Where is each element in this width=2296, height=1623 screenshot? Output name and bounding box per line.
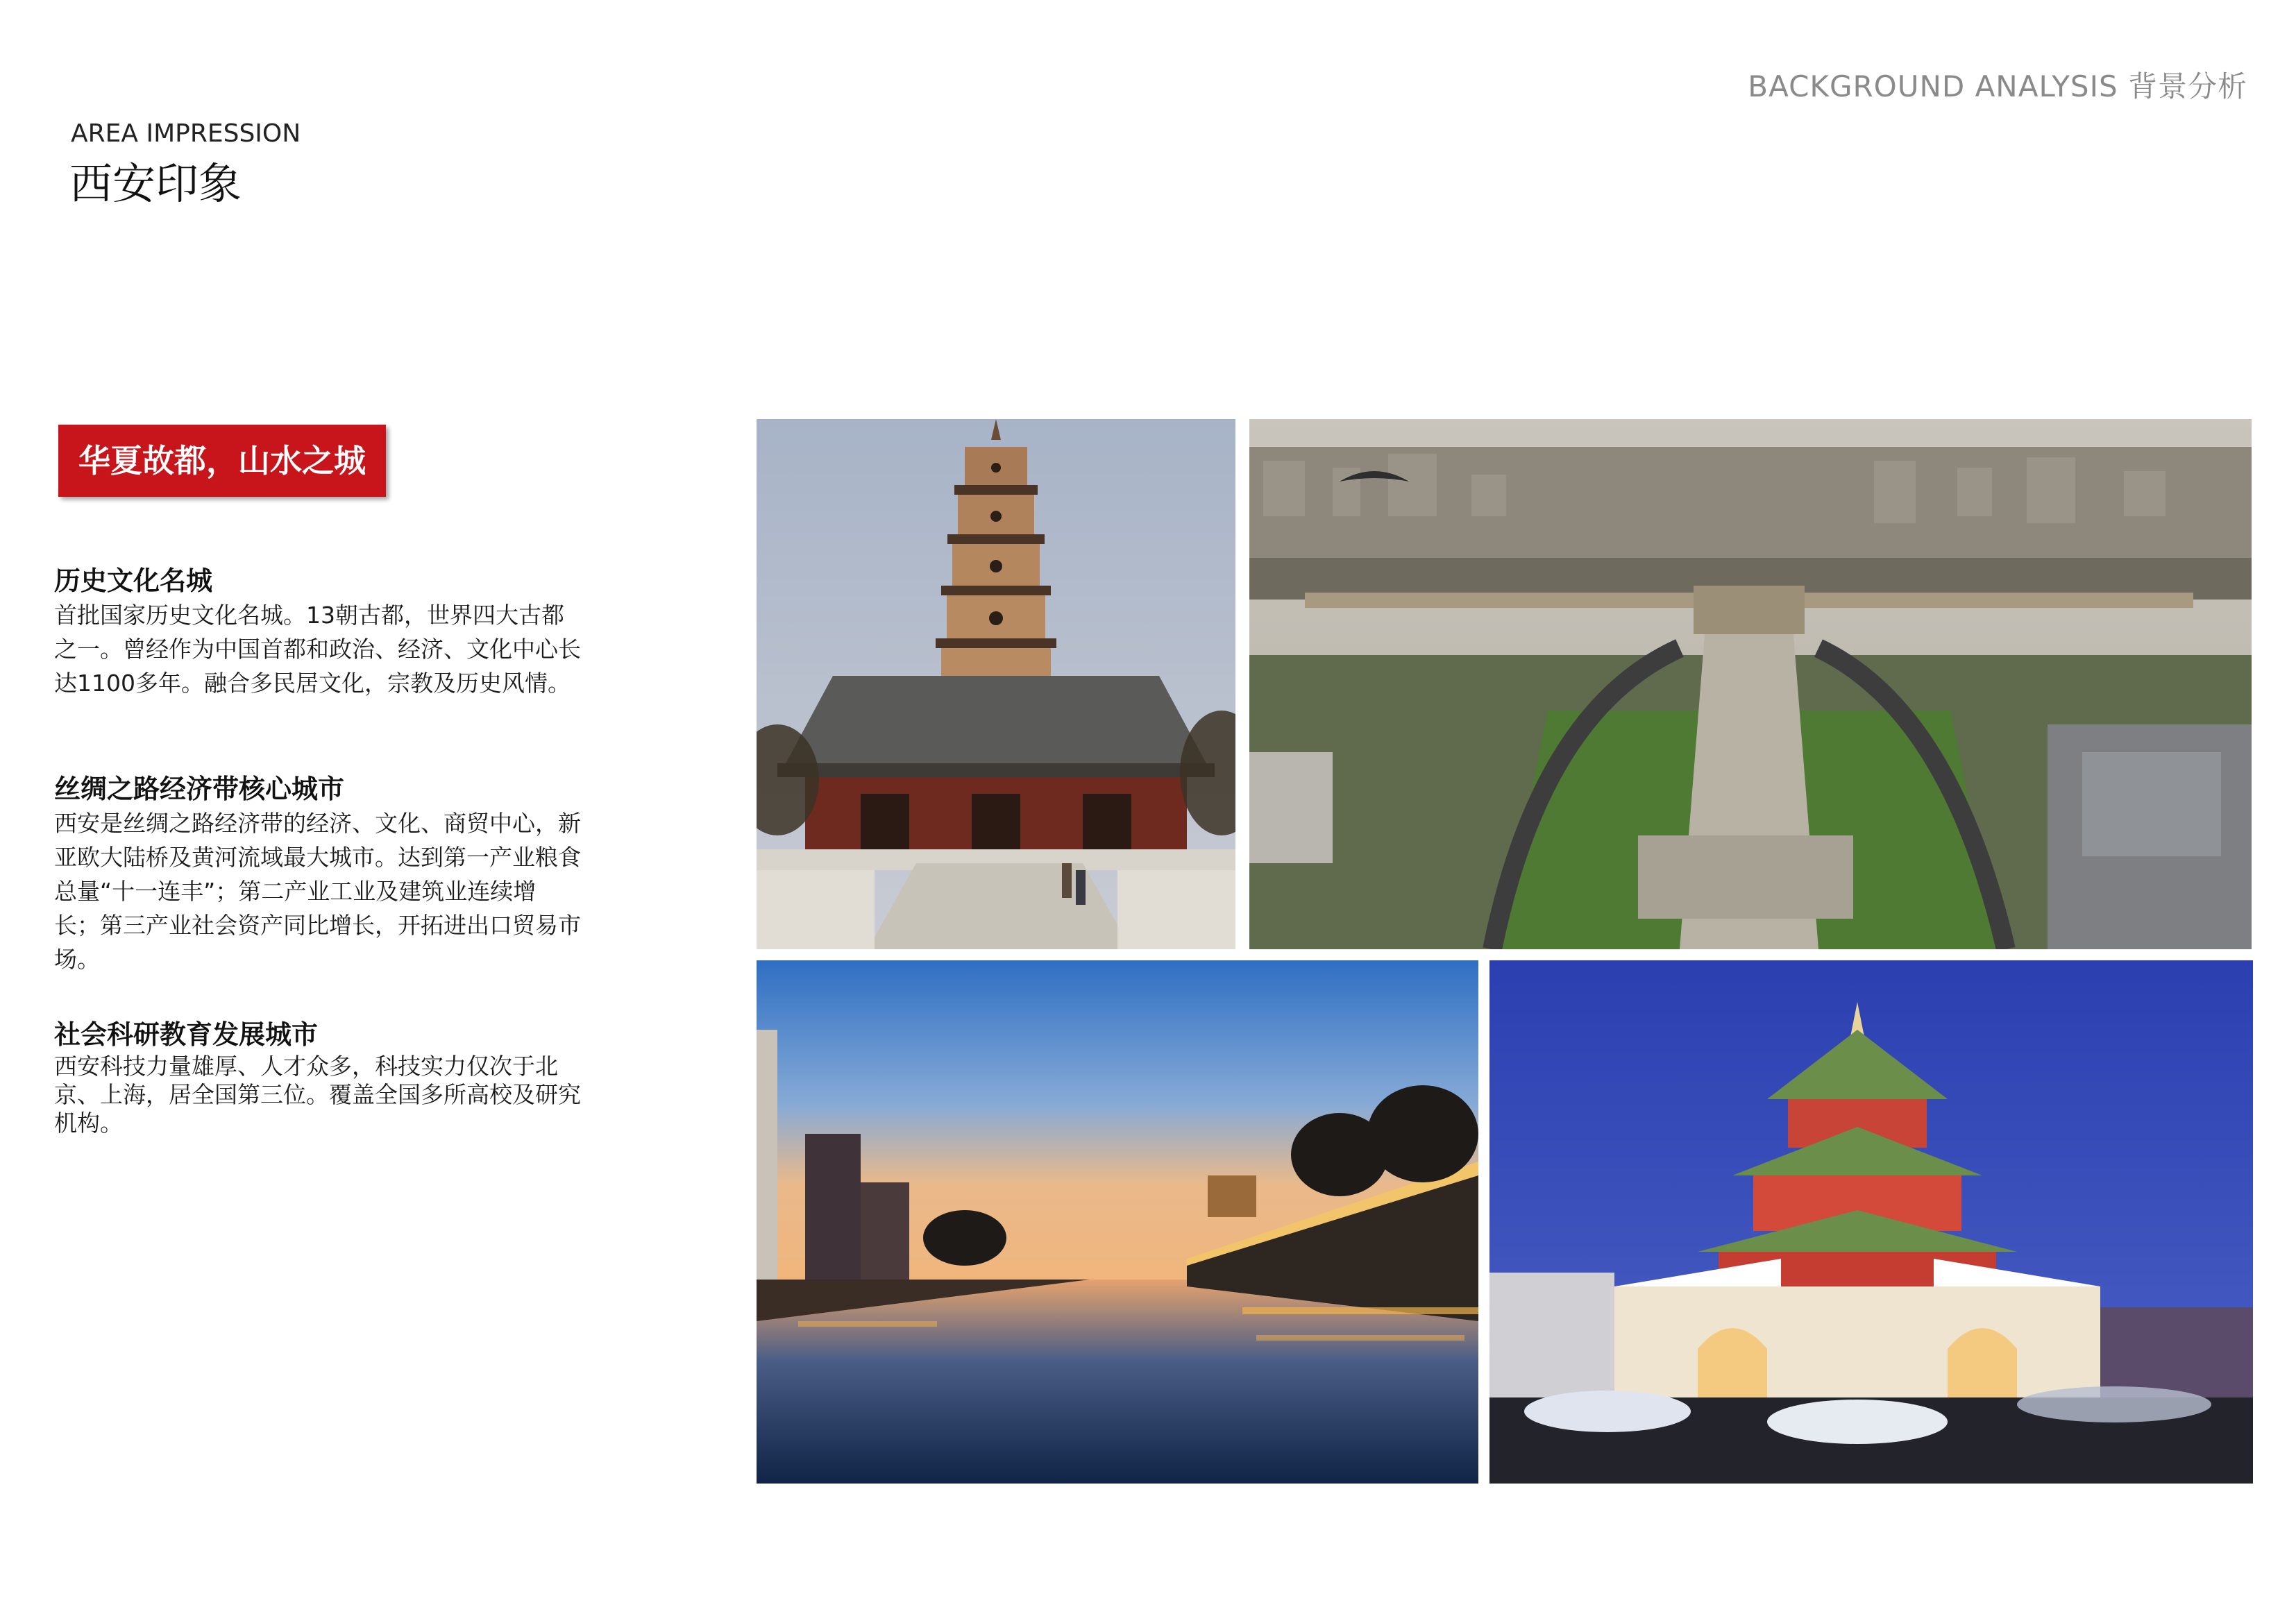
section-body: 西安是丝绸之路经济带的经济、文化、商贸中心，新亚欧大陆桥及黄河流域最大城市。达到第一产业粮食总量“十一连丰”；第二产业工业及建筑业连续增长；第三产业社会资产同比增长，开拓进出口贸易市场。 — [54, 810, 581, 973]
text-section-silk-road — [54, 772, 582, 976]
slogan-banner: 华夏故都，山水之城 — [58, 425, 386, 497]
page-title-en: AREA IMPRESSION — [71, 119, 301, 148]
text-section-history — [54, 563, 582, 700]
text-section-education — [54, 1017, 582, 1137]
section-heading: 社会科研教育发展城市 — [54, 1019, 319, 1050]
section-body: 西安科技力量雄厚、人才众多，科技实力仅次于北京、上海，居全国第三位。覆盖全国多所高校及研究机构。 — [54, 1053, 581, 1137]
page-title: 西安印象 — [69, 158, 242, 209]
section-heading: 丝绸之路经济带核心城市 — [54, 774, 345, 804]
photo-pagoda — [757, 419, 1235, 949]
photo-moat-dusk — [757, 960, 1478, 1484]
photo-bell-tower — [1489, 960, 2253, 1484]
section-heading: 历史文化名城 — [54, 566, 213, 596]
section-body: 首批国家历史文化名城。13朝古都，世界四大古都之一。曾经作为中国首都和政治、经济、文化中心长达1100多年。融合多民居文化，宗教及历史风情。 — [54, 602, 581, 697]
photo-aerial-city — [1249, 419, 2252, 949]
section-label: BACKGROUND ANALYSIS 背景分析 — [1748, 69, 2247, 103]
